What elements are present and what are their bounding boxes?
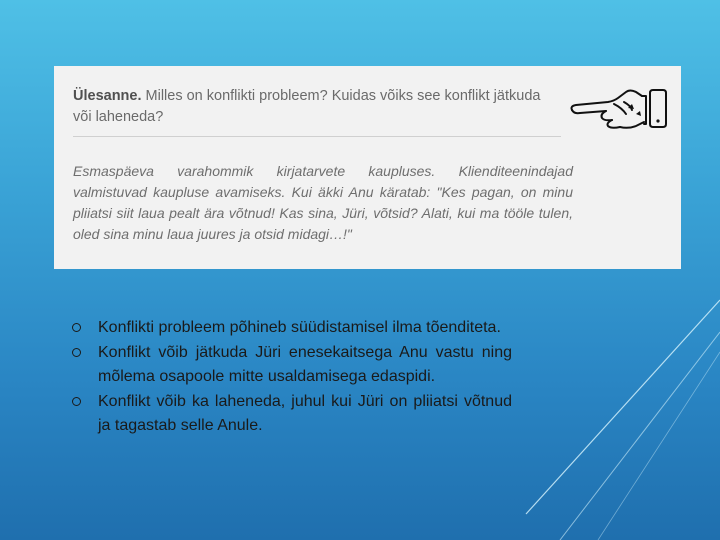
- task-title-bold: Ülesanne.: [73, 88, 142, 104]
- list-item: [72, 341, 512, 390]
- task-title-question: Milles on konflikti probleem? Kuidas võiks see konflikt jätkuda või laheneda?: [73, 88, 541, 125]
- list-item: [72, 316, 512, 341]
- list-item: [72, 390, 512, 439]
- task-card: [54, 66, 681, 269]
- circle-bullet-icon: [72, 348, 81, 357]
- list-item-text: Konflikti probleem põhineb süüdistamisel ilma tõenditeta.: [98, 319, 501, 336]
- task-title: [73, 86, 543, 128]
- list-item-text: Konflikt võib ka laheneda, juhul kui Jüri on pliiatsi võtnud ja tagastab selle Anule.: [98, 392, 512, 434]
- circle-bullet-icon: [72, 397, 81, 406]
- scenario-text: Esmaspäeva varahommik kirjatarvete kaupluses. Klienditeenindajad valmistuvad kaupluse avamiseks. Kui äkki Anu käratab: "Kes pagan, on minu pliiatsi siit laua pealt ära võtnud! Kas sina, Jüri, võtsid? Alati, kui ma tööle tulen, oled sina minu laua juures ja otsid midagi…!": [73, 163, 573, 242]
- bullet-list: [72, 316, 512, 439]
- divider: [73, 136, 561, 137]
- pointing-hand-icon: [568, 80, 672, 132]
- circle-bullet-icon: [72, 323, 81, 332]
- list-item-text: Konflikt võib jätkuda Jüri enesekaitsega Anu vastu ning mõlema osapoole mitte usaldamisega edaspidi.: [98, 343, 512, 385]
